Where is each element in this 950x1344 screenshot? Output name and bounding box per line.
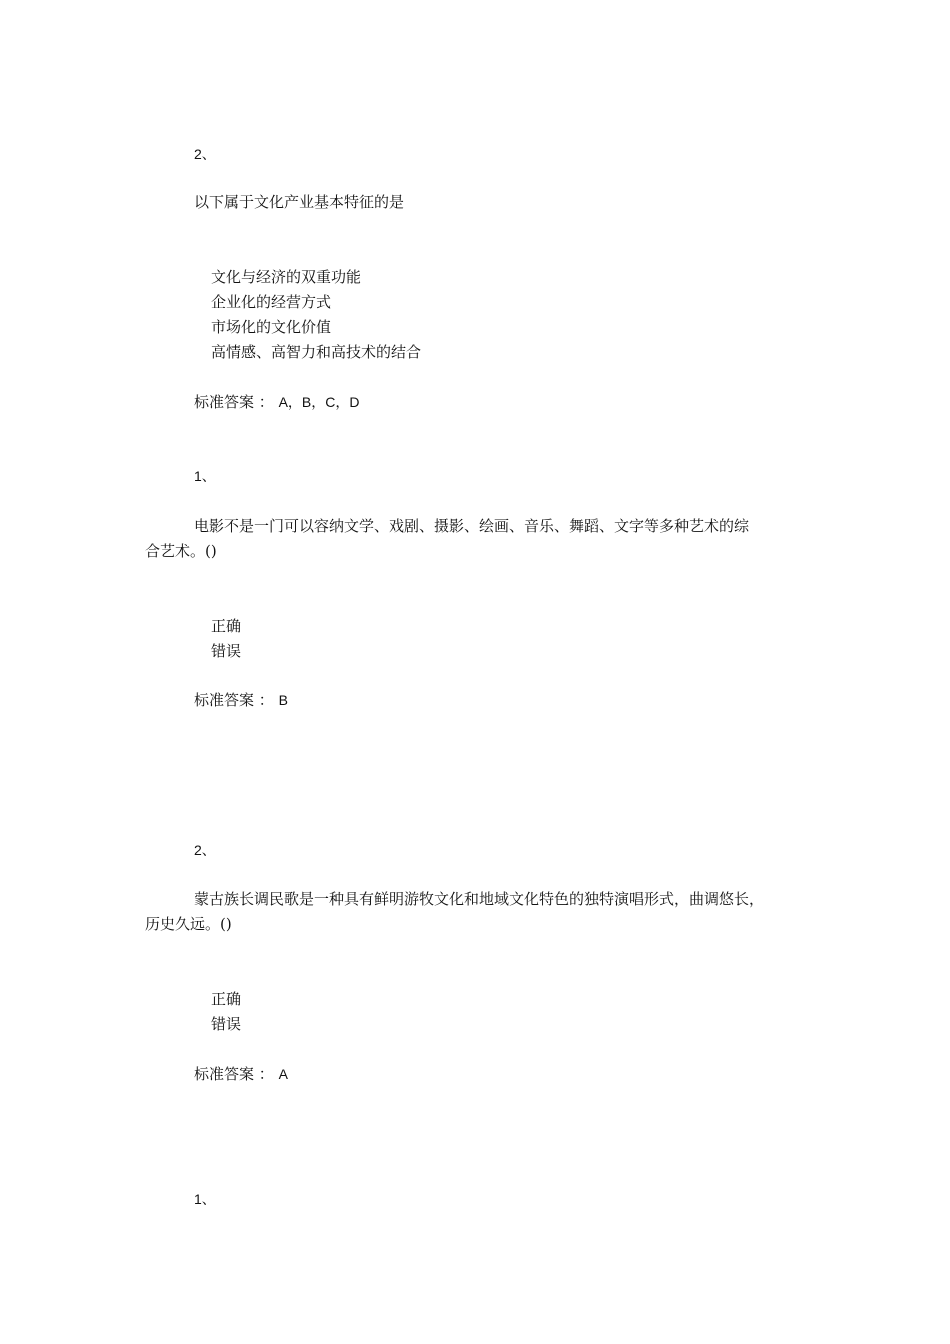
answer-value: A <box>278 1066 288 1082</box>
question-stem-continued: 合艺术。() <box>145 542 217 560</box>
question-number: 2、 <box>194 842 216 858</box>
question-stem: 电影不是一门可以容纳文学、戏剧、摄影、绘画、音乐、舞蹈、文字等多种艺术的综 <box>194 517 750 535</box>
answer-value: B <box>278 692 288 708</box>
option-item: 市场化的文化价值 <box>211 318 332 336</box>
option-item: 文化与经济的双重功能 <box>211 268 362 286</box>
answer-line <box>194 688 288 713</box>
question-stem-continued: 历史久远。() <box>145 915 232 933</box>
option-item: 企业化的经营方式 <box>211 293 332 311</box>
question-stem: 蒙古族长调民歌是一种具有鲜明游牧文化和地域文化特色的独特演唱形式，曲调悠长， <box>194 890 765 908</box>
option-item: 错误 <box>211 1015 242 1033</box>
option-item: 正确 <box>211 990 242 1008</box>
answer-value: A，B，C，D <box>278 394 360 410</box>
question-number: 2、 <box>194 146 216 162</box>
question-number: 1、 <box>194 468 216 484</box>
question-stem: 以下属于文化产业基本特征的是 <box>194 193 405 211</box>
option-item: 错误 <box>211 642 242 660</box>
option-item: 高情感、高智力和高技术的结合 <box>211 343 422 361</box>
answer-label: 标准答案 ： <box>194 1065 274 1083</box>
question-number: 1、 <box>194 1191 216 1207</box>
option-item: 正确 <box>211 617 242 635</box>
answer-line <box>194 1062 288 1087</box>
answer-line <box>194 390 359 415</box>
answer-label: 标准答案 ： <box>194 393 274 411</box>
answer-label: 标准答案 ： <box>194 691 274 709</box>
